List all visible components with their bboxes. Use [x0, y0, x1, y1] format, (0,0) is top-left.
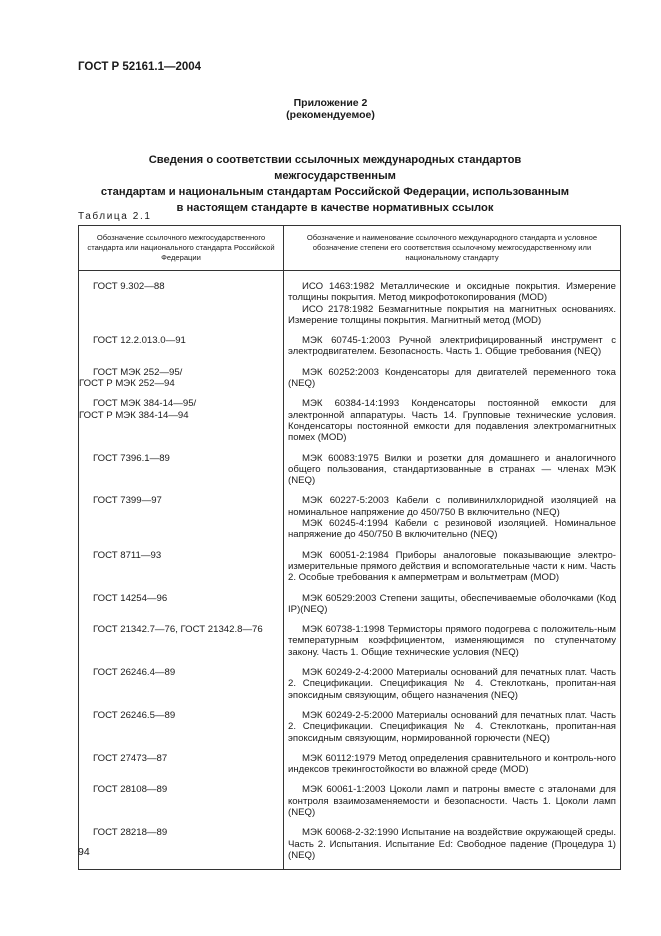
table-row [79, 452, 621, 495]
international-standard-entry: ИСО 2178:1982 Безмагнитные покрытия на магнитных основаниях. Измерение толщины покрытия. Магнитный метод (MOD) [288, 303, 616, 326]
table-row [79, 494, 621, 548]
national-standard-designation: ГОСТ Р МЭК 384-14—94 [79, 409, 189, 421]
national-standard-designation: ГОСТ 7396.1—89 [93, 452, 170, 464]
international-standard-cell [284, 271, 621, 335]
page-number: 94 [78, 846, 90, 858]
international-standard-entry: МЭК 60112:1979 Метод определения сравнительного и контроль-ного индексов трекингостойкости во влажной среде (MOD) [288, 752, 616, 776]
international-standard-entry: МЭК 60738-1:1998 Термисторы прямого подогрева с положитель-ным температурным коэффициентом, изменяющимся по ступенчатому закону. Часть 1. Общие технические условия (NEQ) [288, 624, 616, 658]
international-standard-cell [284, 494, 621, 548]
national-standard-designation: ГОСТ 8711—93 [93, 549, 162, 561]
national-standard-designation: ГОСТ 9.302—88 [93, 281, 165, 292]
appendix-label [0, 97, 661, 121]
international-standard-entry: МЭК 60529:2003 Степени защиты, обеспечиваемые оболочками (Код IP)(NEQ) [288, 592, 616, 615]
table-row [79, 592, 621, 624]
international-standard-cell [284, 783, 621, 826]
international-standard-entry: МЭК 60083:1975 Вилки и розетки для домашнего и аналогичного общего пользования, стандартизованные в странах — членах МЭК (NEQ) [288, 452, 616, 487]
international-standard-entry: МЭК 60252:2003 Конденсаторы для двигателей переменного тока (NEQ) [288, 366, 616, 390]
international-standard-entry: МЭК 60384-14:1993 Конденсаторы постоянной емкости для электронной аппаратуры. Часть 14. Групповые технические условия. Конденсаторы постоянной емкости для подавления электромагнитных помех (MOD) [288, 398, 616, 444]
document-code: ГОСТ Р 52161.1—2004 [78, 61, 202, 73]
table-row [79, 397, 621, 451]
national-standard-designation: ГОСТ 26246.5—89 [93, 709, 176, 721]
national-standard-designation: ГОСТ 7399—97 [93, 495, 162, 507]
heading-line: Сведения о соответствии ссылочных международных стандартов межгосударственным [148, 154, 522, 182]
table-row [79, 752, 621, 784]
international-standard-cell [284, 397, 621, 451]
national-standard-designation: ГОСТ МЭК 384-14—95/ [93, 398, 197, 410]
appendix-title: Приложение 2 [293, 97, 368, 109]
international-standard-entry: МЭК 60051-2:1984 Приборы аналоговые показывающие электро-измерительные прямого действия и вспомогательные части к ним. Часть 2. Особые требования к амперметрам и вольтметрам (MOD) [288, 549, 616, 584]
international-standard-entry: МЭК 60245-4:1994 Кабели с резиновой изоляцией. Номинальное напряжение до 450/750 В включительно (NEQ) [288, 518, 616, 541]
national-standard-designation: ГОСТ 27473—87 [93, 752, 168, 764]
international-standard-entry: МЭК 60068-2-32:1990 Испытание на воздействие окружающей среды. Часть 2. Испытания. Испытание Ed: Свободное падение (Процедура 1) (NEQ) [288, 827, 616, 861]
international-standard-cell [284, 826, 621, 869]
appendix-subtitle: (рекомендуемое) [286, 109, 375, 121]
national-standard-designation: ГОСТ 28218—89 [93, 827, 168, 839]
table-row [79, 366, 621, 398]
national-standard-cell [79, 397, 284, 451]
national-standard-cell [79, 271, 284, 335]
national-standard-cell [79, 549, 284, 592]
national-standard-cell [79, 752, 284, 784]
national-standard-designation: ГОСТ 21342.7—76, ГОСТ 21342.8—76 [93, 624, 263, 636]
national-standard-cell [79, 494, 284, 548]
international-standard-cell [284, 452, 621, 495]
international-standard-cell [284, 592, 621, 624]
table-row [79, 549, 621, 592]
table-caption: Таблица 2.1 [78, 211, 152, 222]
heading-line: стандартам и национальным стандартам Российской Федерации, использованным [100, 186, 570, 198]
reference-table [78, 225, 621, 870]
table-row [79, 623, 621, 666]
national-standard-designation: ГОСТ 28108—89 [93, 784, 168, 796]
international-standard-entry: МЭК 60249-2-4:2000 Материалы оснований для печатных плат. Часть 2. Спецификации. Спецификация № 4. Стеклоткань, пропитан-ная эпоксидным связующим, общего назначения (NEQ) [288, 667, 616, 701]
national-standard-designation: ГОСТ 26246.4—89 [93, 667, 176, 679]
national-standard-cell [79, 452, 284, 495]
column-header-international: Обозначение и наименование ссылочного международного стандарта и условное обозначение степени его соответствия ссылочному межгосударственному или национальному стандарту [284, 226, 621, 271]
national-standard-cell [79, 709, 284, 752]
table-row [79, 271, 621, 335]
national-standard-cell [79, 666, 284, 709]
international-standard-cell [284, 752, 621, 784]
section-heading [95, 152, 575, 216]
national-standard-cell [79, 623, 284, 666]
international-standard-entry: МЭК 60745-1:2003 Ручной электрифицированный инструмент с электродвигателем. Безопасность. Часть 1. Общие требования (NEQ) [288, 335, 616, 358]
international-standard-cell [284, 666, 621, 709]
table-row [79, 334, 621, 366]
national-standard-designation: ГОСТ 14254—96 [93, 592, 168, 604]
table-header-row [79, 226, 621, 271]
national-standard-designation: ГОСТ 12.2.013.0—91 [93, 335, 186, 347]
international-standard-cell [284, 366, 621, 398]
international-standard-cell [284, 709, 621, 752]
national-standard-cell [79, 334, 284, 366]
heading-line: в настоящем стандарте в качестве нормативных ссылок [176, 202, 494, 214]
table-row [79, 826, 621, 869]
national-standard-designation: ГОСТ Р МЭК 252—94 [79, 378, 175, 390]
international-standard-entry: МЭК 60249-2-5:2000 Материалы оснований для печатных плат. Часть 2. Спецификации. Спецификация № 4. Стеклоткань, пропитан-ная эпоксидным связующим, нормированной горючести (NEQ) [288, 709, 616, 744]
national-standard-cell [79, 783, 284, 826]
national-standard-cell [79, 592, 284, 624]
national-standard-cell [79, 366, 284, 398]
international-standard-cell [284, 549, 621, 592]
column-header-national: Обозначение ссылочного межгосударственного стандарта или национального стандарта Российской Федерации [79, 226, 284, 271]
international-standard-cell [284, 623, 621, 666]
table-row [79, 783, 621, 826]
table-row [79, 666, 621, 709]
international-standard-entry: МЭК 60061-1:2003 Цоколи ламп и патроны вместе с эталонами для контроля взаимозаменяемости и безопасности. Часть 1. Цоколи ламп (NEQ) [288, 784, 616, 818]
national-standard-designation: ГОСТ МЭК 252—95/ [93, 366, 183, 378]
international-standard-cell [284, 334, 621, 366]
table-row [79, 709, 621, 752]
international-standard-entry: ИСО 1463:1982 Металлические и оксидные покрытия. Измерение толщины покрытия. Метод микрофотокопирования (MOD) [288, 281, 616, 304]
national-standard-cell [79, 826, 284, 869]
international-standard-entry: МЭК 60227-5:2003 Кабели с поливинилхлоридной изоляцией на номинальное напряжение до 450/750 В включительно (NEQ) [288, 495, 616, 518]
